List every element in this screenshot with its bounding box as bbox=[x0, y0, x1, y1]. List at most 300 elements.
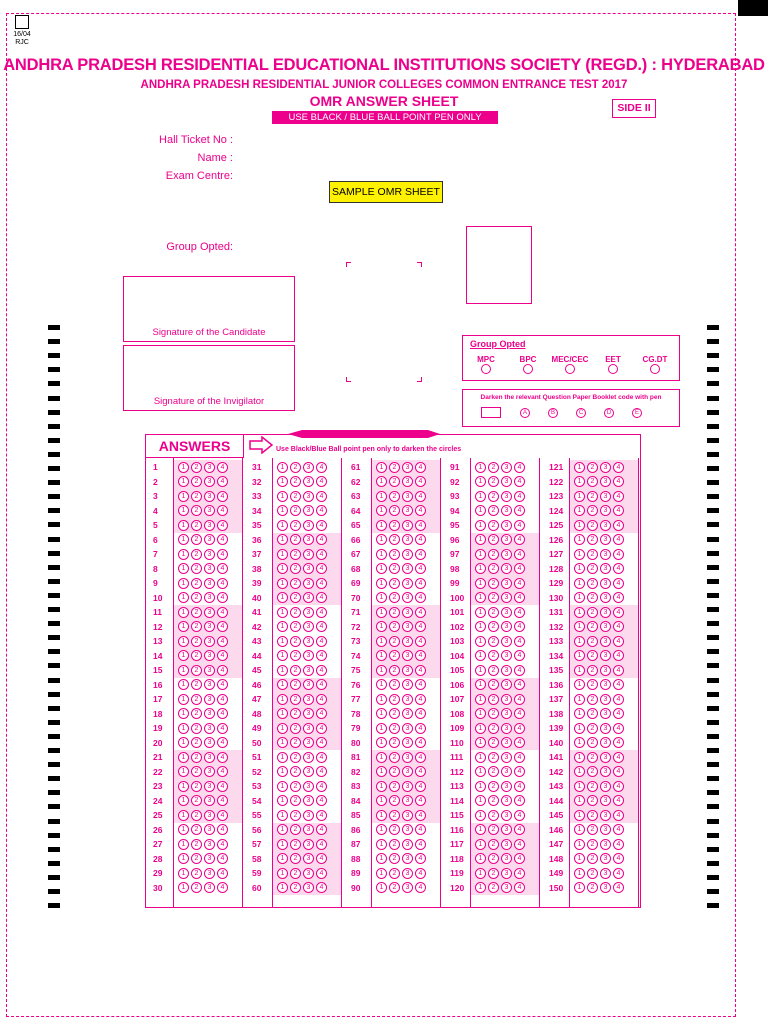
answer-bubble[interactable]: 4 bbox=[415, 679, 426, 690]
answer-bubble[interactable]: 4 bbox=[613, 665, 624, 676]
answer-bubble[interactable]: 3 bbox=[402, 592, 413, 603]
answer-bubble[interactable]: 3 bbox=[402, 491, 413, 502]
answer-bubble[interactable]: 1 bbox=[277, 607, 288, 618]
answer-bubble[interactable]: 2 bbox=[290, 650, 301, 661]
answer-bubble[interactable]: 2 bbox=[389, 650, 400, 661]
answer-bubble[interactable]: 1 bbox=[574, 853, 585, 864]
answer-bubble[interactable]: 1 bbox=[178, 607, 189, 618]
answer-bubble[interactable]: 3 bbox=[402, 476, 413, 487]
answer-bubble[interactable]: 2 bbox=[587, 723, 598, 734]
answer-bubble[interactable]: 3 bbox=[501, 781, 512, 792]
answer-bubble[interactable]: 1 bbox=[376, 578, 387, 589]
answer-bubble[interactable]: 3 bbox=[600, 534, 611, 545]
answer-bubble[interactable]: 4 bbox=[613, 723, 624, 734]
answer-bubble[interactable]: 4 bbox=[217, 839, 228, 850]
answer-bubble[interactable]: 3 bbox=[303, 882, 314, 893]
answer-bubble[interactable]: 3 bbox=[501, 810, 512, 821]
answer-bubble[interactable]: 1 bbox=[178, 534, 189, 545]
answer-bubble[interactable]: 3 bbox=[501, 462, 512, 473]
answer-bubble[interactable]: 2 bbox=[587, 882, 598, 893]
answer-bubble[interactable]: 4 bbox=[316, 766, 327, 777]
answer-bubble[interactable]: 4 bbox=[217, 824, 228, 835]
answer-bubble[interactable]: 2 bbox=[389, 534, 400, 545]
answer-bubble[interactable]: 1 bbox=[178, 781, 189, 792]
answer-bubble[interactable]: 2 bbox=[191, 563, 202, 574]
answer-bubble[interactable]: 4 bbox=[514, 520, 525, 531]
answer-bubble[interactable]: 1 bbox=[277, 737, 288, 748]
answer-bubble[interactable]: 2 bbox=[488, 476, 499, 487]
answer-bubble[interactable]: 3 bbox=[402, 563, 413, 574]
answer-bubble[interactable]: 1 bbox=[376, 679, 387, 690]
answer-bubble[interactable]: 4 bbox=[514, 534, 525, 545]
answer-bubble[interactable]: 2 bbox=[191, 505, 202, 516]
answer-bubble[interactable]: 1 bbox=[178, 853, 189, 864]
answer-bubble[interactable]: 3 bbox=[501, 853, 512, 864]
answer-bubble[interactable]: 4 bbox=[415, 520, 426, 531]
answer-bubble[interactable]: 3 bbox=[204, 766, 215, 777]
answer-bubble[interactable]: 4 bbox=[514, 824, 525, 835]
answer-bubble[interactable]: 2 bbox=[191, 549, 202, 560]
answer-bubble[interactable]: 3 bbox=[600, 491, 611, 502]
answer-bubble[interactable]: 2 bbox=[488, 592, 499, 603]
answer-bubble[interactable]: 4 bbox=[514, 766, 525, 777]
answer-bubble[interactable]: 1 bbox=[376, 824, 387, 835]
answer-bubble[interactable]: 3 bbox=[204, 723, 215, 734]
answer-bubble[interactable]: 2 bbox=[191, 534, 202, 545]
answer-bubble[interactable]: 3 bbox=[501, 520, 512, 531]
answer-bubble[interactable]: 1 bbox=[277, 810, 288, 821]
answer-bubble[interactable]: 3 bbox=[600, 868, 611, 879]
answer-bubble[interactable]: 2 bbox=[290, 882, 301, 893]
answer-bubble[interactable]: 3 bbox=[501, 592, 512, 603]
answer-bubble[interactable]: 3 bbox=[204, 636, 215, 647]
answer-bubble[interactable]: 3 bbox=[204, 665, 215, 676]
answer-bubble[interactable]: 4 bbox=[415, 462, 426, 473]
answer-bubble[interactable]: 2 bbox=[488, 723, 499, 734]
answer-bubble[interactable]: 4 bbox=[613, 839, 624, 850]
answer-bubble[interactable]: 4 bbox=[217, 578, 228, 589]
answer-bubble[interactable]: 2 bbox=[290, 795, 301, 806]
answer-bubble[interactable]: 1 bbox=[178, 694, 189, 705]
answer-bubble[interactable]: 4 bbox=[613, 810, 624, 821]
answer-bubble[interactable]: 2 bbox=[389, 795, 400, 806]
answer-bubble[interactable]: 1 bbox=[475, 578, 486, 589]
group-option-mec[interactable] bbox=[550, 355, 590, 376]
answer-bubble[interactable]: 1 bbox=[475, 868, 486, 879]
answer-bubble[interactable]: 4 bbox=[613, 578, 624, 589]
answer-bubble[interactable]: 1 bbox=[574, 592, 585, 603]
answer-bubble[interactable]: 3 bbox=[501, 563, 512, 574]
answer-bubble[interactable]: 1 bbox=[574, 578, 585, 589]
answer-bubble[interactable]: 1 bbox=[475, 607, 486, 618]
answer-bubble[interactable]: 3 bbox=[501, 621, 512, 632]
answer-bubble[interactable]: 1 bbox=[277, 679, 288, 690]
answer-bubble[interactable]: 2 bbox=[389, 752, 400, 763]
answer-bubble[interactable]: 3 bbox=[402, 708, 413, 719]
answer-bubble[interactable]: 3 bbox=[303, 534, 314, 545]
answer-bubble[interactable]: 3 bbox=[204, 505, 215, 516]
answer-bubble[interactable]: 1 bbox=[475, 621, 486, 632]
answer-bubble[interactable]: 4 bbox=[217, 520, 228, 531]
answer-bubble[interactable]: 1 bbox=[178, 723, 189, 734]
answer-bubble[interactable]: 4 bbox=[514, 563, 525, 574]
answer-bubble[interactable]: 4 bbox=[415, 723, 426, 734]
answer-bubble[interactable]: 3 bbox=[303, 621, 314, 632]
answer-bubble[interactable]: 3 bbox=[402, 650, 413, 661]
answer-bubble[interactable]: 1 bbox=[178, 752, 189, 763]
answer-bubble[interactable]: 4 bbox=[316, 868, 327, 879]
answer-bubble[interactable]: 3 bbox=[204, 578, 215, 589]
answer-bubble[interactable]: 4 bbox=[514, 752, 525, 763]
code-bubble-d[interactable]: D bbox=[604, 408, 614, 418]
answer-bubble[interactable]: 1 bbox=[475, 853, 486, 864]
answer-bubble[interactable]: 1 bbox=[178, 737, 189, 748]
answer-bubble[interactable]: 3 bbox=[402, 868, 413, 879]
answer-bubble[interactable]: 2 bbox=[488, 534, 499, 545]
answer-bubble[interactable]: 3 bbox=[204, 737, 215, 748]
group-option-cgdt[interactable] bbox=[635, 355, 675, 376]
answer-bubble[interactable]: 4 bbox=[415, 708, 426, 719]
answer-bubble[interactable]: 3 bbox=[303, 665, 314, 676]
answer-bubble[interactable]: 4 bbox=[613, 636, 624, 647]
answer-bubble[interactable]: 4 bbox=[415, 578, 426, 589]
code-bubble-e[interactable]: E bbox=[632, 408, 642, 418]
answer-bubble[interactable]: 2 bbox=[290, 679, 301, 690]
answer-bubble[interactable]: 3 bbox=[600, 476, 611, 487]
answer-bubble[interactable]: 2 bbox=[389, 882, 400, 893]
answer-bubble[interactable]: 2 bbox=[191, 636, 202, 647]
answer-bubble[interactable]: 1 bbox=[376, 868, 387, 879]
answer-bubble[interactable]: 1 bbox=[178, 650, 189, 661]
answer-bubble[interactable]: 4 bbox=[415, 868, 426, 879]
answer-bubble[interactable]: 1 bbox=[376, 476, 387, 487]
answer-bubble[interactable]: 1 bbox=[376, 853, 387, 864]
answer-bubble[interactable]: 3 bbox=[501, 578, 512, 589]
answer-bubble[interactable]: 4 bbox=[415, 853, 426, 864]
answer-bubble[interactable]: 4 bbox=[415, 636, 426, 647]
answer-bubble[interactable]: 1 bbox=[574, 476, 585, 487]
answer-bubble[interactable]: 4 bbox=[613, 520, 624, 531]
answer-bubble[interactable]: 1 bbox=[475, 824, 486, 835]
answer-bubble[interactable]: 1 bbox=[178, 505, 189, 516]
answer-bubble[interactable]: 3 bbox=[600, 679, 611, 690]
answer-bubble[interactable]: 2 bbox=[587, 737, 598, 748]
answer-bubble[interactable]: 2 bbox=[191, 520, 202, 531]
answer-bubble[interactable]: 4 bbox=[514, 549, 525, 560]
answer-bubble[interactable]: 2 bbox=[290, 520, 301, 531]
answer-bubble[interactable]: 2 bbox=[191, 578, 202, 589]
answer-bubble[interactable]: 4 bbox=[514, 505, 525, 516]
answer-bubble[interactable]: 3 bbox=[600, 592, 611, 603]
answer-bubble[interactable]: 1 bbox=[277, 868, 288, 879]
answer-bubble[interactable]: 3 bbox=[204, 549, 215, 560]
answer-bubble[interactable]: 3 bbox=[600, 607, 611, 618]
answer-bubble[interactable]: 1 bbox=[178, 621, 189, 632]
answer-bubble[interactable]: 3 bbox=[402, 766, 413, 777]
answer-bubble[interactable]: 3 bbox=[501, 737, 512, 748]
answer-bubble[interactable]: 1 bbox=[574, 737, 585, 748]
answer-bubble[interactable]: 3 bbox=[303, 491, 314, 502]
answer-bubble[interactable]: 4 bbox=[514, 650, 525, 661]
answer-bubble[interactable]: 1 bbox=[574, 708, 585, 719]
answer-bubble[interactable]: 2 bbox=[488, 650, 499, 661]
answer-bubble[interactable]: 2 bbox=[290, 505, 301, 516]
answer-bubble[interactable]: 4 bbox=[415, 650, 426, 661]
answer-bubble[interactable]: 1 bbox=[376, 839, 387, 850]
answer-bubble[interactable]: 4 bbox=[316, 679, 327, 690]
answer-bubble[interactable]: 4 bbox=[613, 505, 624, 516]
answer-bubble[interactable]: 2 bbox=[290, 708, 301, 719]
answer-bubble[interactable]: 4 bbox=[316, 665, 327, 676]
answer-bubble[interactable]: 4 bbox=[316, 578, 327, 589]
answer-bubble[interactable]: 4 bbox=[514, 607, 525, 618]
answer-bubble[interactable]: 3 bbox=[303, 636, 314, 647]
answer-bubble[interactable]: 3 bbox=[204, 491, 215, 502]
answer-bubble[interactable]: 1 bbox=[376, 781, 387, 792]
answer-bubble[interactable]: 3 bbox=[204, 621, 215, 632]
answer-bubble[interactable]: 2 bbox=[587, 578, 598, 589]
answer-bubble[interactable]: 3 bbox=[600, 752, 611, 763]
answer-bubble[interactable]: 4 bbox=[514, 592, 525, 603]
bubble[interactable] bbox=[608, 364, 618, 374]
answer-bubble[interactable]: 2 bbox=[587, 795, 598, 806]
answer-bubble[interactable]: 1 bbox=[376, 491, 387, 502]
answer-bubble[interactable]: 2 bbox=[587, 752, 598, 763]
answer-bubble[interactable]: 2 bbox=[290, 636, 301, 647]
answer-bubble[interactable]: 2 bbox=[587, 592, 598, 603]
answer-bubble[interactable]: 4 bbox=[415, 592, 426, 603]
answer-bubble[interactable]: 3 bbox=[303, 781, 314, 792]
answer-bubble[interactable]: 1 bbox=[178, 636, 189, 647]
answer-bubble[interactable]: 3 bbox=[600, 737, 611, 748]
answer-bubble[interactable]: 4 bbox=[514, 795, 525, 806]
answer-bubble[interactable]: 3 bbox=[204, 868, 215, 879]
answer-bubble[interactable]: 1 bbox=[376, 723, 387, 734]
answer-bubble[interactable]: 2 bbox=[488, 578, 499, 589]
answer-bubble[interactable]: 2 bbox=[488, 868, 499, 879]
answer-bubble[interactable]: 4 bbox=[316, 824, 327, 835]
answer-bubble[interactable]: 4 bbox=[316, 462, 327, 473]
answer-bubble[interactable]: 3 bbox=[303, 520, 314, 531]
answer-bubble[interactable]: 2 bbox=[488, 505, 499, 516]
answer-bubble[interactable]: 1 bbox=[574, 810, 585, 821]
answer-bubble[interactable]: 3 bbox=[303, 737, 314, 748]
answer-bubble[interactable]: 1 bbox=[376, 810, 387, 821]
answer-bubble[interactable]: 3 bbox=[501, 665, 512, 676]
answer-bubble[interactable]: 2 bbox=[290, 839, 301, 850]
answer-bubble[interactable]: 2 bbox=[290, 694, 301, 705]
answer-bubble[interactable]: 4 bbox=[613, 476, 624, 487]
answer-bubble[interactable]: 4 bbox=[316, 636, 327, 647]
answer-bubble[interactable]: 4 bbox=[316, 853, 327, 864]
answer-bubble[interactable]: 3 bbox=[501, 607, 512, 618]
answer-bubble[interactable]: 4 bbox=[217, 592, 228, 603]
answer-bubble[interactable]: 3 bbox=[402, 694, 413, 705]
answer-bubble[interactable]: 1 bbox=[376, 795, 387, 806]
answer-bubble[interactable]: 2 bbox=[587, 505, 598, 516]
invigilator-signature-box[interactable] bbox=[123, 345, 295, 411]
answer-bubble[interactable]: 4 bbox=[514, 679, 525, 690]
answer-bubble[interactable]: 4 bbox=[217, 752, 228, 763]
answer-bubble[interactable]: 1 bbox=[277, 636, 288, 647]
answer-bubble[interactable]: 2 bbox=[488, 810, 499, 821]
answer-bubble[interactable]: 2 bbox=[587, 810, 598, 821]
answer-bubble[interactable]: 1 bbox=[574, 636, 585, 647]
answer-bubble[interactable]: 4 bbox=[613, 534, 624, 545]
answer-bubble[interactable]: 2 bbox=[191, 882, 202, 893]
answer-bubble[interactable]: 1 bbox=[277, 592, 288, 603]
answer-bubble[interactable]: 3 bbox=[402, 810, 413, 821]
answer-bubble[interactable]: 1 bbox=[574, 491, 585, 502]
answer-bubble[interactable]: 4 bbox=[613, 708, 624, 719]
answer-bubble[interactable]: 1 bbox=[277, 534, 288, 545]
answer-bubble[interactable]: 3 bbox=[600, 824, 611, 835]
answer-bubble[interactable]: 3 bbox=[204, 592, 215, 603]
answer-bubble[interactable]: 1 bbox=[574, 752, 585, 763]
answer-bubble[interactable]: 1 bbox=[475, 505, 486, 516]
answer-bubble[interactable]: 1 bbox=[376, 462, 387, 473]
answer-bubble[interactable]: 3 bbox=[600, 462, 611, 473]
answer-bubble[interactable]: 3 bbox=[303, 708, 314, 719]
answer-bubble[interactable]: 2 bbox=[488, 737, 499, 748]
answer-bubble[interactable]: 4 bbox=[415, 781, 426, 792]
answer-bubble[interactable]: 2 bbox=[488, 563, 499, 574]
answer-bubble[interactable]: 2 bbox=[587, 839, 598, 850]
answer-bubble[interactable]: 2 bbox=[587, 621, 598, 632]
answer-bubble[interactable]: 3 bbox=[600, 882, 611, 893]
answer-bubble[interactable]: 1 bbox=[574, 505, 585, 516]
answer-bubble[interactable]: 2 bbox=[587, 679, 598, 690]
answer-bubble[interactable]: 1 bbox=[376, 549, 387, 560]
group-option-bpc[interactable] bbox=[508, 355, 548, 376]
answer-bubble[interactable]: 2 bbox=[389, 491, 400, 502]
answer-bubble[interactable]: 4 bbox=[316, 505, 327, 516]
answer-bubble[interactable]: 3 bbox=[600, 578, 611, 589]
answer-bubble[interactable]: 2 bbox=[290, 868, 301, 879]
answer-bubble[interactable]: 3 bbox=[303, 723, 314, 734]
answer-bubble[interactable]: 2 bbox=[488, 824, 499, 835]
answer-bubble[interactable]: 1 bbox=[277, 476, 288, 487]
answer-bubble[interactable]: 2 bbox=[488, 882, 499, 893]
answer-bubble[interactable]: 3 bbox=[402, 534, 413, 545]
bubble[interactable] bbox=[565, 364, 575, 374]
answer-bubble[interactable]: 4 bbox=[613, 853, 624, 864]
answer-bubble[interactable]: 3 bbox=[402, 665, 413, 676]
answer-bubble[interactable]: 1 bbox=[574, 621, 585, 632]
answer-bubble[interactable]: 2 bbox=[488, 795, 499, 806]
answer-bubble[interactable]: 3 bbox=[204, 795, 215, 806]
answer-bubble[interactable]: 4 bbox=[613, 737, 624, 748]
answer-bubble[interactable]: 3 bbox=[600, 781, 611, 792]
answer-bubble[interactable]: 1 bbox=[574, 868, 585, 879]
answer-bubble[interactable]: 4 bbox=[613, 766, 624, 777]
answer-bubble[interactable]: 3 bbox=[204, 824, 215, 835]
answer-bubble[interactable]: 1 bbox=[178, 476, 189, 487]
answer-bubble[interactable]: 4 bbox=[514, 694, 525, 705]
answer-bubble[interactable]: 4 bbox=[217, 607, 228, 618]
answer-bubble[interactable]: 4 bbox=[613, 549, 624, 560]
answer-bubble[interactable]: 3 bbox=[303, 752, 314, 763]
answer-bubble[interactable]: 1 bbox=[178, 578, 189, 589]
answer-bubble[interactable]: 2 bbox=[587, 853, 598, 864]
answer-bubble[interactable]: 3 bbox=[501, 549, 512, 560]
answer-bubble[interactable]: 2 bbox=[389, 679, 400, 690]
answer-bubble[interactable]: 2 bbox=[191, 781, 202, 792]
answer-bubble[interactable]: 1 bbox=[277, 824, 288, 835]
answer-bubble[interactable]: 2 bbox=[290, 607, 301, 618]
answer-bubble[interactable]: 2 bbox=[389, 839, 400, 850]
answer-bubble[interactable]: 4 bbox=[613, 868, 624, 879]
answer-bubble[interactable]: 3 bbox=[501, 752, 512, 763]
answer-bubble[interactable]: 3 bbox=[600, 795, 611, 806]
answer-bubble[interactable]: 1 bbox=[574, 607, 585, 618]
answer-bubble[interactable]: 1 bbox=[475, 563, 486, 574]
answer-bubble[interactable]: 1 bbox=[376, 650, 387, 661]
answer-bubble[interactable]: 2 bbox=[290, 491, 301, 502]
answer-bubble[interactable]: 3 bbox=[204, 679, 215, 690]
answer-bubble[interactable]: 1 bbox=[277, 766, 288, 777]
group-option-mpc[interactable] bbox=[466, 355, 506, 376]
answer-bubble[interactable]: 2 bbox=[488, 708, 499, 719]
answer-bubble[interactable]: 2 bbox=[290, 592, 301, 603]
answer-bubble[interactable]: 3 bbox=[600, 563, 611, 574]
answer-bubble[interactable]: 1 bbox=[277, 621, 288, 632]
code-bubble-a[interactable]: A bbox=[520, 408, 530, 418]
answer-bubble[interactable]: 4 bbox=[415, 810, 426, 821]
answer-bubble[interactable]: 3 bbox=[501, 476, 512, 487]
answer-bubble[interactable]: 3 bbox=[402, 839, 413, 850]
bubble[interactable] bbox=[481, 364, 491, 374]
answer-bubble[interactable]: 1 bbox=[277, 520, 288, 531]
answer-bubble[interactable]: 4 bbox=[514, 491, 525, 502]
answer-bubble[interactable]: 1 bbox=[475, 476, 486, 487]
answer-bubble[interactable]: 3 bbox=[204, 781, 215, 792]
answer-bubble[interactable]: 4 bbox=[415, 694, 426, 705]
answer-bubble[interactable]: 3 bbox=[204, 650, 215, 661]
answer-bubble[interactable]: 4 bbox=[613, 491, 624, 502]
answer-bubble[interactable]: 4 bbox=[316, 491, 327, 502]
answer-bubble[interactable]: 2 bbox=[488, 520, 499, 531]
answer-bubble[interactable]: 4 bbox=[316, 810, 327, 821]
answer-bubble[interactable]: 3 bbox=[501, 491, 512, 502]
answer-bubble[interactable]: 3 bbox=[600, 621, 611, 632]
answer-bubble[interactable]: 2 bbox=[191, 766, 202, 777]
answer-bubble[interactable]: 1 bbox=[574, 882, 585, 893]
answer-bubble[interactable]: 2 bbox=[488, 636, 499, 647]
answer-bubble[interactable]: 3 bbox=[303, 578, 314, 589]
bubble[interactable] bbox=[523, 364, 533, 374]
answer-bubble[interactable]: 3 bbox=[204, 563, 215, 574]
answer-bubble[interactable]: 2 bbox=[389, 665, 400, 676]
answer-bubble[interactable]: 3 bbox=[600, 636, 611, 647]
answer-bubble[interactable]: 4 bbox=[514, 882, 525, 893]
answer-bubble[interactable]: 1 bbox=[574, 824, 585, 835]
answer-bubble[interactable]: 2 bbox=[290, 621, 301, 632]
answer-bubble[interactable]: 2 bbox=[587, 491, 598, 502]
answer-bubble[interactable]: 2 bbox=[389, 708, 400, 719]
answer-bubble[interactable]: 3 bbox=[303, 462, 314, 473]
answer-bubble[interactable]: 2 bbox=[191, 462, 202, 473]
answer-bubble[interactable]: 2 bbox=[389, 737, 400, 748]
answer-bubble[interactable]: 3 bbox=[600, 665, 611, 676]
answer-bubble[interactable]: 2 bbox=[389, 520, 400, 531]
answer-bubble[interactable]: 2 bbox=[290, 476, 301, 487]
answer-bubble[interactable]: 2 bbox=[191, 607, 202, 618]
answer-bubble[interactable]: 1 bbox=[475, 781, 486, 792]
answer-bubble[interactable]: 2 bbox=[488, 607, 499, 618]
answer-bubble[interactable]: 1 bbox=[178, 839, 189, 850]
answer-bubble[interactable]: 1 bbox=[277, 723, 288, 734]
